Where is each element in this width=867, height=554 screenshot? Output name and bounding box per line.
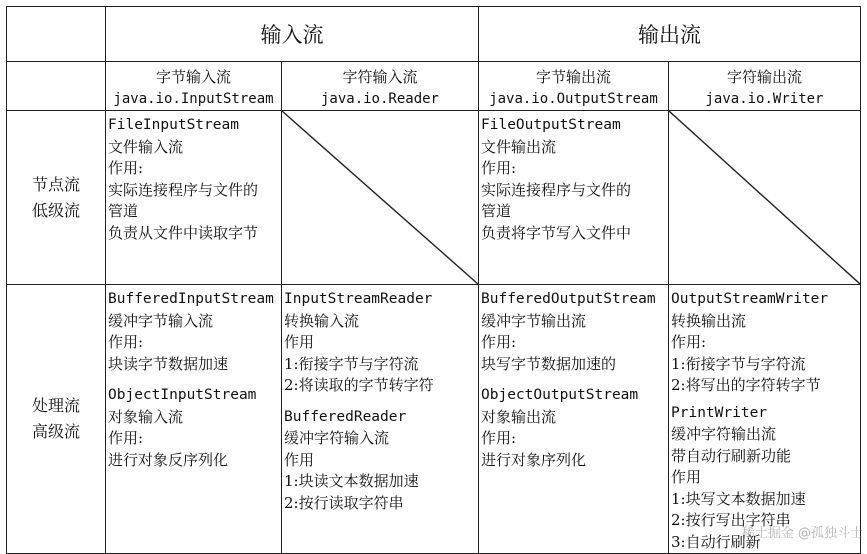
column-class: java.io.Reader bbox=[320, 91, 439, 107]
class-name: FileInputStream bbox=[108, 117, 239, 133]
class-name: PrintWriter bbox=[671, 404, 768, 421]
class-name: FileOutputStream bbox=[481, 117, 621, 133]
desc-line: 对象输出流 bbox=[481, 407, 557, 426]
class-name: BufferedInputStream bbox=[108, 291, 274, 307]
buffered-object-input-cell bbox=[106, 285, 282, 554]
processing-stream-label bbox=[7, 285, 106, 554]
spacer bbox=[108, 375, 281, 385]
processing-stream-row bbox=[7, 285, 861, 554]
desc-line: 作用: bbox=[108, 159, 144, 177]
desc-line: 块写字节数据加速的 bbox=[481, 354, 617, 373]
output-stream-header: 输出流 bbox=[479, 7, 861, 62]
desc-line: 作用 bbox=[284, 333, 315, 351]
desc-line: 作用: bbox=[481, 429, 517, 447]
row-label-line: 节点流 bbox=[31, 174, 80, 194]
node-stream-label bbox=[7, 111, 106, 285]
class-name: InputStreamReader bbox=[284, 291, 433, 307]
subheader-corner bbox=[7, 62, 106, 111]
desc-line: 1:块读文本数据加速 bbox=[284, 472, 419, 490]
io-stream-table bbox=[6, 6, 861, 554]
desc-line: 管道 bbox=[108, 202, 139, 220]
desc-line: 进行对象反序列化 bbox=[108, 450, 229, 469]
class-name: OutputStreamWriter bbox=[671, 291, 829, 307]
column-char-output bbox=[669, 62, 861, 111]
file-input-stream-cell bbox=[106, 111, 282, 285]
column-byte-input bbox=[106, 62, 282, 111]
desc-line: 作用 bbox=[671, 468, 702, 486]
desc-line: 缓冲字节输出流 bbox=[481, 311, 587, 330]
desc-line: 负责将字节写入文件中 bbox=[481, 223, 632, 242]
desc-line: 带自动行刷新功能 bbox=[671, 446, 792, 465]
empty-diagonal-cell bbox=[669, 111, 861, 285]
desc-line: 作用: bbox=[481, 159, 517, 177]
empty-diagonal-cell bbox=[282, 111, 479, 285]
column-class: java.io.InputStream bbox=[113, 91, 274, 107]
header-row bbox=[7, 7, 861, 62]
input-stream-header: 输入流 bbox=[106, 7, 479, 62]
desc-line: 2:将读取的字节转字符 bbox=[284, 376, 434, 394]
desc-line: 2:按行读取字符串 bbox=[284, 493, 404, 512]
column-class: java.io.OutputStream bbox=[489, 91, 658, 107]
desc-line: 作用: bbox=[671, 333, 707, 351]
desc-line: 转换输入流 bbox=[284, 311, 360, 330]
desc-line: 1:块写文本数据加速 bbox=[671, 489, 806, 508]
column-title: 字节输入流 bbox=[155, 68, 231, 86]
desc-line: 2:按行写出字符串 bbox=[671, 511, 791, 529]
desc-line: 作用 bbox=[284, 450, 315, 469]
class-name: ObjectInputStream bbox=[108, 387, 257, 403]
column-class: java.io.Writer bbox=[705, 91, 824, 107]
desc-line: 转换输出流 bbox=[671, 311, 747, 330]
desc-line: 负责从文件中读取字节 bbox=[108, 223, 259, 242]
reader-cell bbox=[282, 285, 479, 554]
diagonal-slash bbox=[669, 111, 860, 284]
corner-cell bbox=[7, 7, 106, 62]
file-output-stream-cell bbox=[479, 111, 669, 285]
desc-line: 对象输入流 bbox=[108, 407, 184, 426]
node-stream-row bbox=[7, 111, 861, 285]
column-title: 字符输出流 bbox=[726, 68, 802, 86]
desc-line: 进行对象序列化 bbox=[481, 450, 587, 469]
row-label-line: 处理流 bbox=[31, 396, 80, 415]
desc-line: 缓冲字符输入流 bbox=[284, 429, 390, 447]
spacer bbox=[284, 397, 478, 407]
watermark: 稀土掘金 @孤独斗士 bbox=[741, 526, 863, 541]
desc-line: 缓冲字符输出流 bbox=[671, 425, 777, 443]
column-title: 字节输出流 bbox=[535, 68, 611, 86]
class-name: BufferedReader bbox=[284, 408, 407, 425]
desc-line: 3:自动行刷新 bbox=[671, 532, 761, 551]
desc-line: 文件输入流 bbox=[108, 137, 184, 156]
desc-line: 块读字节数据加速 bbox=[108, 354, 229, 373]
row-label-line: 低级流 bbox=[31, 200, 80, 220]
class-name: BufferedOutputStream bbox=[481, 291, 656, 307]
desc-line: 实际连接程序与文件的 bbox=[481, 180, 632, 199]
writer-cell bbox=[669, 285, 861, 554]
desc-line: 作用: bbox=[108, 429, 144, 447]
column-title: 字符输入流 bbox=[342, 68, 418, 86]
column-byte-output bbox=[479, 62, 669, 111]
desc-line: 管道 bbox=[481, 202, 512, 220]
desc-line: 2:将写出的字符转字节 bbox=[671, 376, 821, 394]
buffered-object-output-cell bbox=[479, 285, 669, 554]
desc-line: 缓冲字节输入流 bbox=[108, 311, 214, 330]
desc-line: 文件输出流 bbox=[481, 137, 557, 156]
class-name: ObjectOutputStream bbox=[481, 387, 639, 403]
spacer bbox=[481, 375, 668, 385]
desc-line: 实际连接程序与文件的 bbox=[108, 180, 259, 199]
desc-line: 作用: bbox=[108, 333, 144, 351]
subheader-row bbox=[7, 62, 861, 111]
row-label-line: 高级流 bbox=[31, 422, 80, 441]
column-char-input bbox=[282, 62, 479, 111]
desc-line: 作用: bbox=[481, 333, 517, 351]
desc-line: 1:衔接字节与字符流 bbox=[284, 354, 419, 373]
diagonal-slash bbox=[282, 111, 478, 284]
desc-line: 1:衔接字节与字符流 bbox=[671, 354, 806, 373]
